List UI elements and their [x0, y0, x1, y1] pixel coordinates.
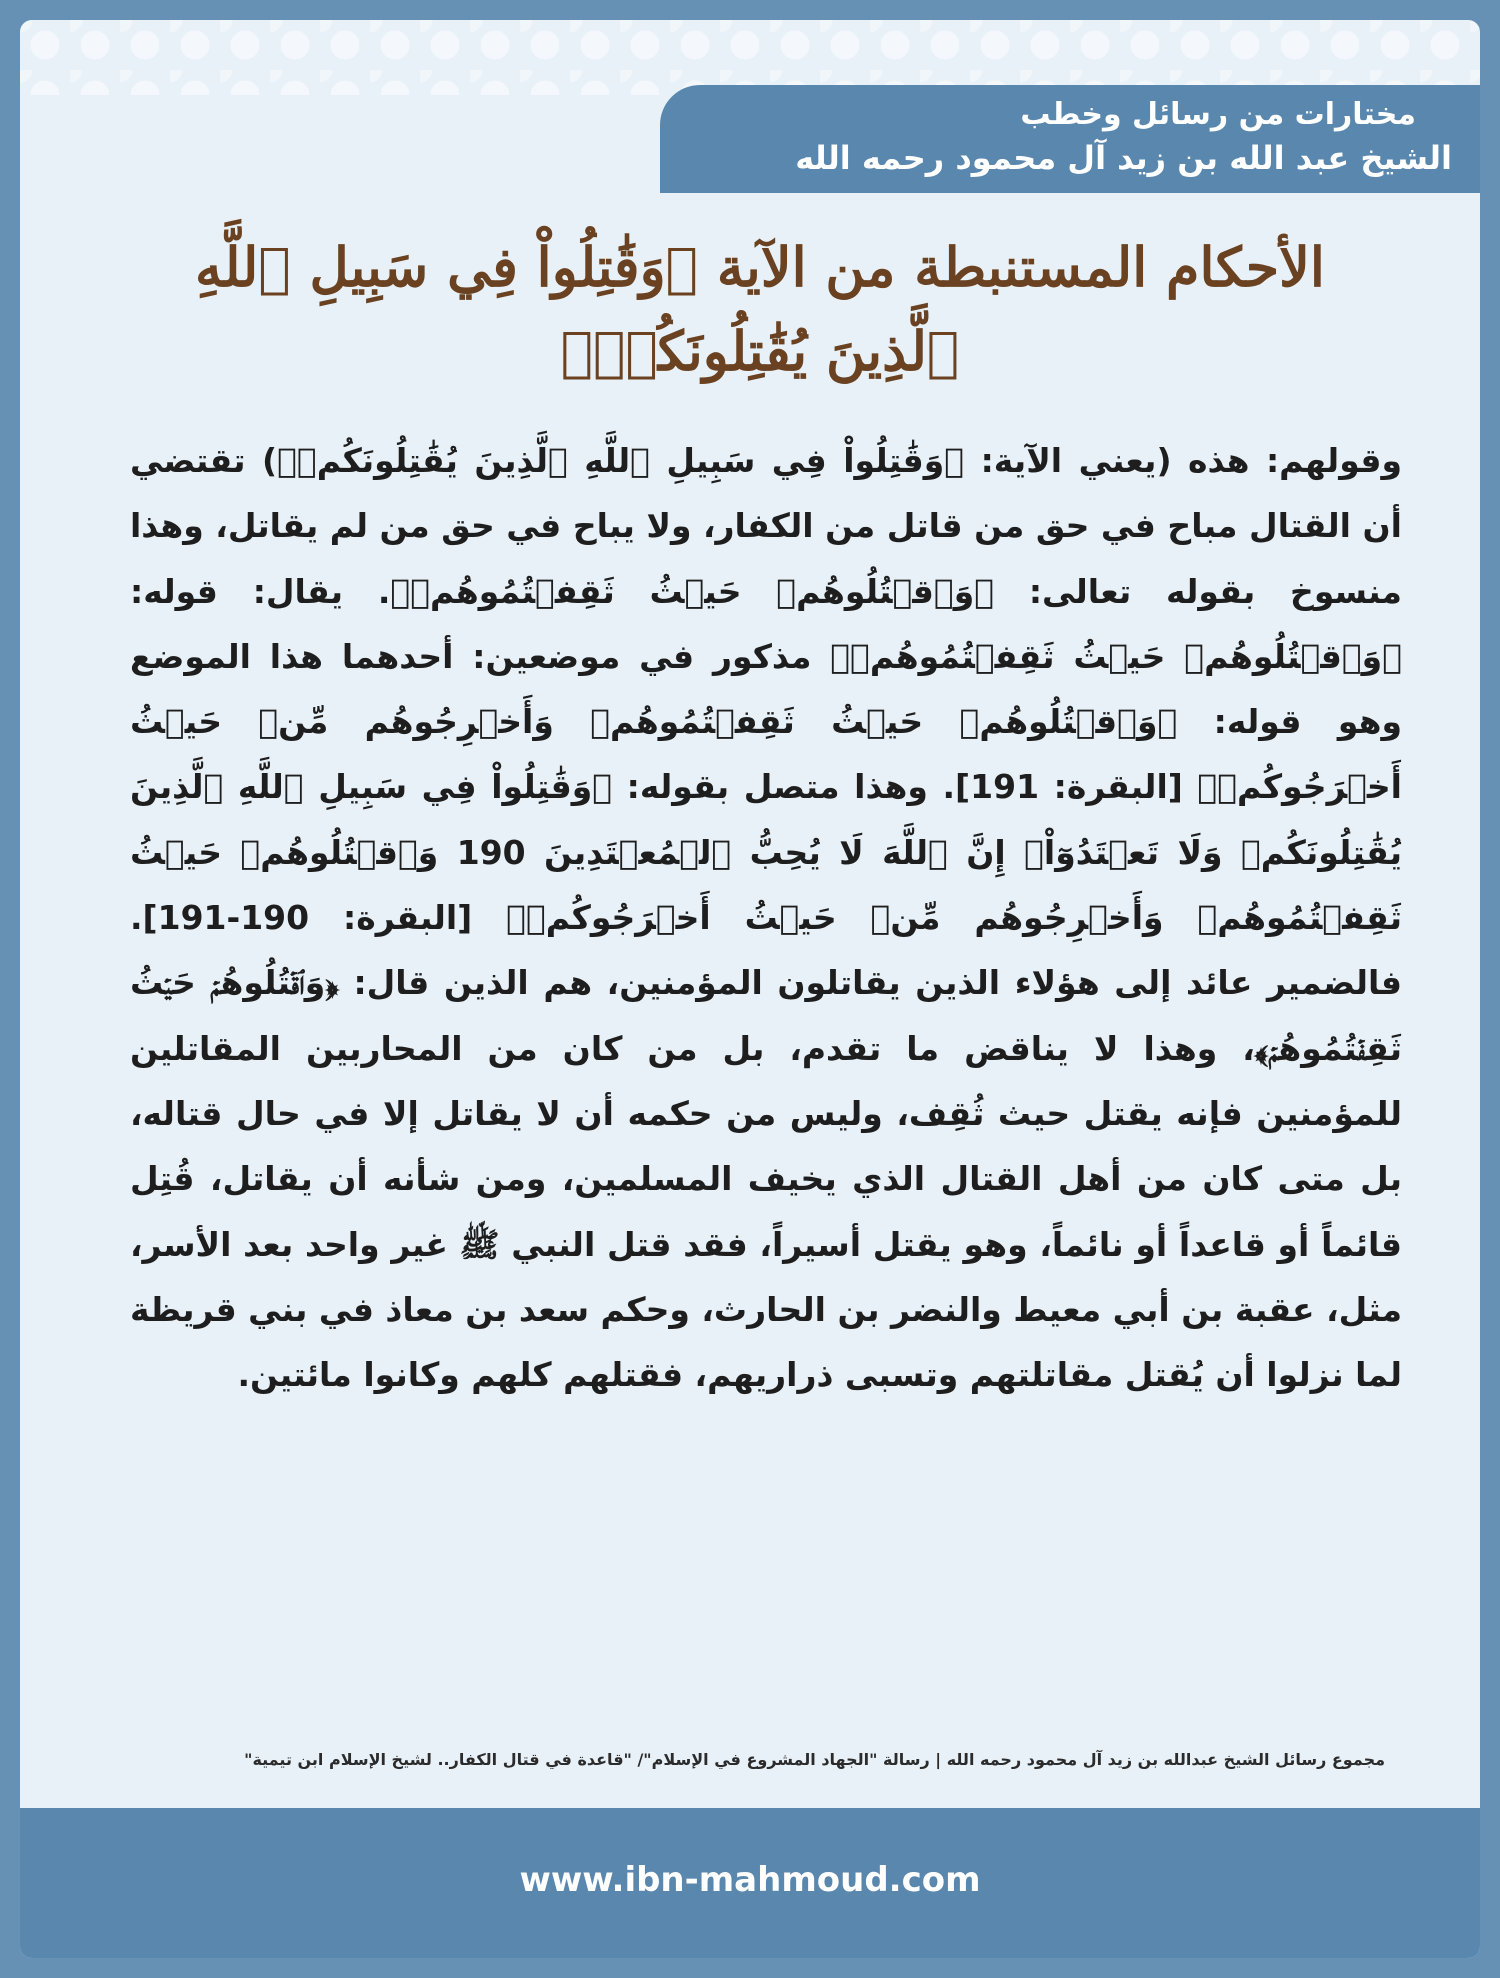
footer-bar	[20, 1808, 1480, 1958]
source-citation: مجموع رسائل الشيخ عبدالله بن زيد آل محمود رحمه الله | رسالة "الجهاد المشروع في الإسلام"/ "قاعدة في قتال الكفار.. لشيخ الإسلام ابن تيمية"	[244, 1750, 1385, 1769]
article-body	[130, 428, 1402, 1407]
page-card	[20, 20, 1480, 1958]
header-series-title: مختارات من رسائل وخطب	[1020, 97, 1416, 132]
article-title: الأحكام المستنبطة من الآية ﴿وَقَٰتِلُواْ فِي سَبِيلِ ٱللَّهِ ٱلَّذِينَ يُقَٰتِلُونَكُمۡ﴾	[195, 235, 1325, 383]
header-author: الشيخ عبد الله بن زيد آل محمود رحمه الله	[795, 139, 1452, 177]
website-link[interactable]: www.ibn-mahmoud.com	[519, 1860, 981, 1900]
body-paragraph: وقولهم: هذه (يعني الآية: ﴿وَقَٰتِلُواْ فِي سَبِيلِ ٱللَّهِ ٱلَّذِينَ يُقَٰتِلُونَكُمۡ﴾) تقتضي أن القتال مباح في حق من قاتل من الكفار، ولا يباح في حق من لم يقاتل، وهذا منسوخ بقوله تعالى: ﴿وَٱقۡتُلُوهُمۡ حَيۡثُ ثَقِفۡتُمُوهُمۡ﴾. يقال: قوله: ﴿وَٱقۡتُلُوهُمۡ حَيۡثُ ثَقِفۡتُمُوهُمۡ﴾ مذكور في موضعين: أحدهما هذا الموضع وهو قوله: ﴿وَٱقۡتُلُوهُمۡ حَيۡثُ ثَقِفۡتُمُوهُمۡ وَأَخۡرِجُوهُم مِّنۡ حَيۡثُ أَخۡرَجُوكُمۡ﴾ [البقرة: 191]. وهذا متصل بقوله: ﴿وَقَٰتِلُواْ فِي سَبِيلِ ٱللَّهِ ٱلَّذِينَ يُقَٰتِلُونَكُمۡ وَلَا تَعۡتَدُوٓاْۚ إِنَّ ٱللَّهَ لَا يُحِبُّ ٱلۡمُعۡتَدِينَ 190 وَٱقۡتُلُوهُمۡ حَيۡثُ ثَقِفۡتُمُوهُمۡ وَأَخۡرِجُوهُم مِّنۡ حَيۡثُ أَخۡرَجُوكُمۡ﴾ [البقرة: 190-191]. فالضمير عائد إلى هؤلاء الذين يقاتلون المؤمنين، هم الذين قال: ﴿وَٱقۡتُلُوهُمۡ حَيۡثُ ثَقِفۡتُمُوهُمۡ﴾، وهذا لا يناقض ما تقدم، بل من كان من المحاربين المقاتلين للمؤمنين فإنه يقتل حيث ثُقِف، وليس من حكمه أن لا يقاتل إلا في حال قتاله، بل متى كان من أهل القتال الذي يخيف المسلمين، ومن شأنه أن يقاتل، قُتِل قائماً أو قاعداً أو نائماً، وهو يقتل أسيراً، فقد قتل النبي ﷺ غير واحد بعد الأسر، مثل، عقبة بن أبي معيط والنضر بن الحارث، وحكم سعد بن معاذ في بني قريظة لما نزلوا أن يُقتل مقاتلتهم وتسبى ذراريهم، فقتلهم كلهم وكانوا مائتين.	[130, 441, 1402, 1395]
decorative-pattern	[20, 20, 1480, 95]
header-badge	[660, 85, 1480, 193]
